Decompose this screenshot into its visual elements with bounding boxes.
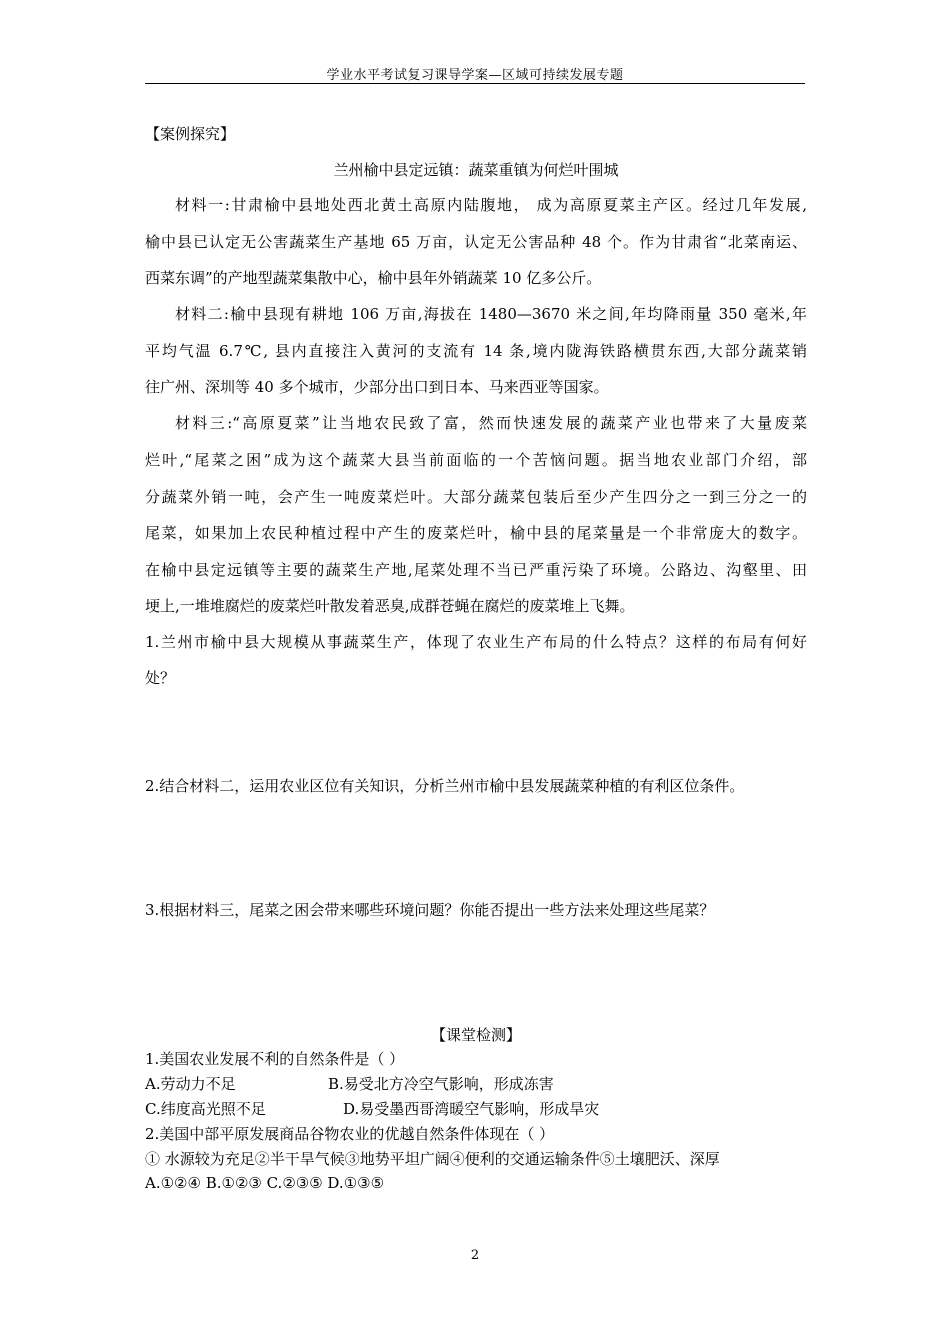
page-header: 学业水平考试复习课导学案—区域可持续发展专题	[326, 68, 624, 83]
material3-line: 材料三:“高原夏菜”让当地农民致了富，然而快速发展的蔬菜产业也带来了大量废菜	[175, 414, 807, 432]
question-1: 1.兰州市榆中县大规模从事蔬菜生产，体现了农业生产布局的什么特点？这样的布局有何好	[145, 633, 807, 651]
material2-line: 材料二:榆中县现有耕地 106 万亩,海拔在 1480—3670 米之间,年均降雨量 350 毫米,年	[175, 305, 807, 323]
material1-line: 西菜东调”的产地型蔬菜集散中心，榆中县年外销蔬菜 10 亿多公斤。	[145, 269, 602, 287]
test-q1-option-c: C.纬度高光照不足	[145, 1100, 266, 1118]
question-2: 2.结合材料二，运用农业区位有关知识，分析兰州市榆中县发展蔬菜种植的有利区位条件。	[145, 777, 745, 795]
page-number: 2	[470, 1248, 480, 1263]
material3-line: 在榆中县定远镇等主要的蔬菜生产地,尾菜处理不当已严重污染了环境。公路边、沟壑里、田	[145, 561, 807, 579]
section-heading-test: 【课堂检测】	[430, 1026, 521, 1044]
case-title: 兰州榆中县定远镇：蔬菜重镇为何烂叶围城	[333, 161, 619, 179]
material2-line: 平均气温 6.7℃, 县内直接注入黄河的支流有 14 条,境内陇海铁路横贯东西,大部分蔬菜销	[145, 342, 807, 360]
test-q1-stem: 1.美国农业发展不利的自然条件是（ ）	[145, 1050, 405, 1068]
material1-line: 榆中县已认定无公害蔬菜生产基地 65 万亩，认定无公害品种 48 个。作为甘肃省“北菜南运、	[145, 233, 807, 251]
section-heading-case: 【案例探究】	[145, 125, 236, 143]
material1-line: 材料一:甘肃榆中县地处西北黄土高原内陆腹地， 成为高原夏菜主产区。经过几年发展,	[175, 196, 807, 214]
material3-line: 尾菜，如果加上农民种植过程中产生的废菜烂叶，榆中县的尾菜量是一个非常庞大的数字。	[145, 524, 807, 542]
material3-line: 烂叶,“尾菜之困”成为这个蔬菜大县当前面临的一个苦恼问题。据当地农业部门介绍，部	[145, 451, 807, 469]
question-3: 3.根据材料三，尾菜之困会带来哪些环境问题？你能否提出一些方法来处理这些尾菜？	[145, 901, 715, 919]
test-q2-stem: 2.美国中部平原发展商品谷物农业的优越自然条件体现在（ ）	[145, 1125, 555, 1143]
material3-line: 分蔬菜外销一吨，会产生一吨废菜烂叶。大部分蔬菜包装后至少产生四分之一到三分之一的	[145, 488, 807, 506]
test-q2-items: ① 水源较为充足②半干旱气候③地势平坦广阔④便利的交通运输条件⑤土壤肥沃、深厚	[145, 1150, 720, 1168]
header-rule	[145, 83, 805, 84]
material2-line: 往广州、深圳等 40 多个城市，少部分出口到日本、马来西亚等国家。	[145, 378, 609, 396]
test-q1-option-d: D.易受墨西哥湾暖空气影响，形成旱灾	[343, 1100, 600, 1118]
test-q1-option-b: B.易受北方冷空气影响，形成冻害	[328, 1075, 554, 1093]
material3-line: 埂上,一堆堆腐烂的废菜烂叶散发着恶臭,成群苍蝇在腐烂的废菜堆上飞舞。	[145, 597, 635, 615]
question-1-cont: 处？	[145, 669, 176, 687]
test-q1-option-a: A.劳动力不足	[145, 1075, 236, 1093]
test-q2-options: A.①②④ B.①②③ C.②③⑤ D.①③⑤	[145, 1174, 385, 1192]
